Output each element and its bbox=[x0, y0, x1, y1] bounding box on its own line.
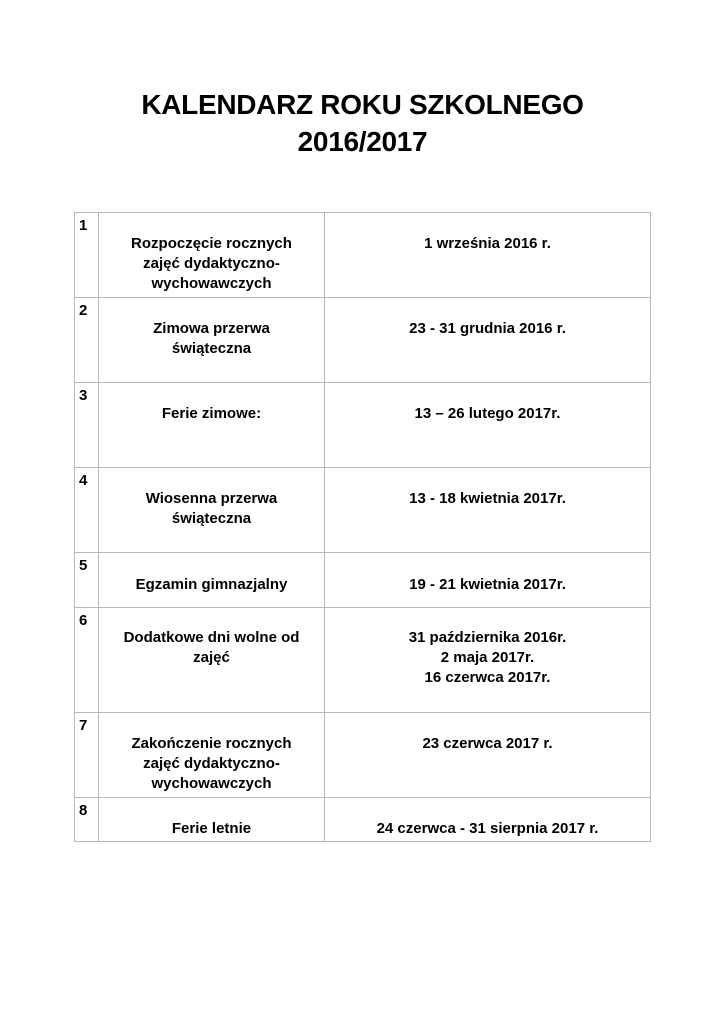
event-text: Dodatkowe dni wolne od bbox=[123, 629, 300, 646]
date-text: 19 - 21 kwietnia 2017r. bbox=[409, 576, 566, 593]
event-text: Egzamin gimnazjalny bbox=[135, 576, 288, 593]
date-text: 24 czerwca - 31 sierpnia 2017 r. bbox=[376, 820, 599, 837]
event-text: zajęć dydaktyczno- bbox=[143, 255, 280, 272]
row-number: 3 bbox=[75, 383, 99, 468]
event-text: Ferie letnie bbox=[171, 820, 252, 837]
date-text: 23 - 31 grudnia 2016 r. bbox=[409, 320, 566, 337]
event-cell bbox=[99, 213, 325, 298]
table-row bbox=[75, 383, 651, 468]
event-cell bbox=[99, 608, 325, 713]
title-line-2: 2016/2017 bbox=[297, 126, 428, 157]
page-title bbox=[0, 86, 725, 160]
date-text: 13 – 26 lutego 2017r. bbox=[414, 405, 561, 422]
date-text: 16 czerwca 2017r. bbox=[424, 669, 551, 686]
date-cell bbox=[325, 798, 651, 842]
event-text: świąteczna bbox=[171, 510, 252, 527]
event-cell bbox=[99, 553, 325, 608]
event-text: wychowawczych bbox=[151, 275, 272, 292]
table-row bbox=[75, 298, 651, 383]
event-text: Zakończenie rocznych bbox=[131, 735, 292, 752]
event-text: świąteczna bbox=[171, 340, 252, 357]
event-cell bbox=[99, 798, 325, 842]
event-text: Zimowa przerwa bbox=[153, 320, 270, 337]
date-text: 1 września 2016 r. bbox=[424, 235, 551, 252]
event-cell bbox=[99, 468, 325, 553]
row-number: 2 bbox=[75, 298, 99, 383]
event-text: wychowawczych bbox=[151, 775, 272, 792]
row-number: 6 bbox=[75, 608, 99, 713]
row-number: 8 bbox=[75, 798, 99, 842]
event-text: zajęć bbox=[193, 649, 230, 666]
event-text: Rozpoczęcie rocznych bbox=[131, 235, 292, 252]
title-line-1: KALENDARZ ROKU SZKOLNEGO bbox=[141, 89, 584, 120]
calendar-table bbox=[74, 212, 651, 842]
table-row bbox=[75, 608, 651, 713]
table-row bbox=[75, 468, 651, 553]
date-text: 2 maja 2017r. bbox=[440, 649, 535, 666]
event-text: zajęć dydaktyczno- bbox=[143, 755, 280, 772]
table-row bbox=[75, 213, 651, 298]
row-number: 7 bbox=[75, 713, 99, 798]
event-cell bbox=[99, 383, 325, 468]
event-text: Wiosenna przerwa bbox=[145, 490, 278, 507]
event-cell bbox=[99, 298, 325, 383]
date-text: 31 października 2016r. bbox=[408, 629, 567, 646]
date-cell bbox=[325, 468, 651, 553]
row-number: 1 bbox=[75, 213, 99, 298]
table-row bbox=[75, 553, 651, 608]
event-cell bbox=[99, 713, 325, 798]
date-cell bbox=[325, 713, 651, 798]
row-number: 5 bbox=[75, 553, 99, 608]
row-number: 4 bbox=[75, 468, 99, 553]
table-row bbox=[75, 798, 651, 842]
date-text: 23 czerwca 2017 r. bbox=[422, 735, 553, 752]
date-cell bbox=[325, 608, 651, 713]
date-text: 13 - 18 kwietnia 2017r. bbox=[409, 490, 566, 507]
date-cell bbox=[325, 213, 651, 298]
table-row bbox=[75, 713, 651, 798]
event-text: Ferie zimowe: bbox=[161, 405, 262, 422]
date-cell bbox=[325, 298, 651, 383]
date-cell bbox=[325, 553, 651, 608]
date-cell bbox=[325, 383, 651, 468]
